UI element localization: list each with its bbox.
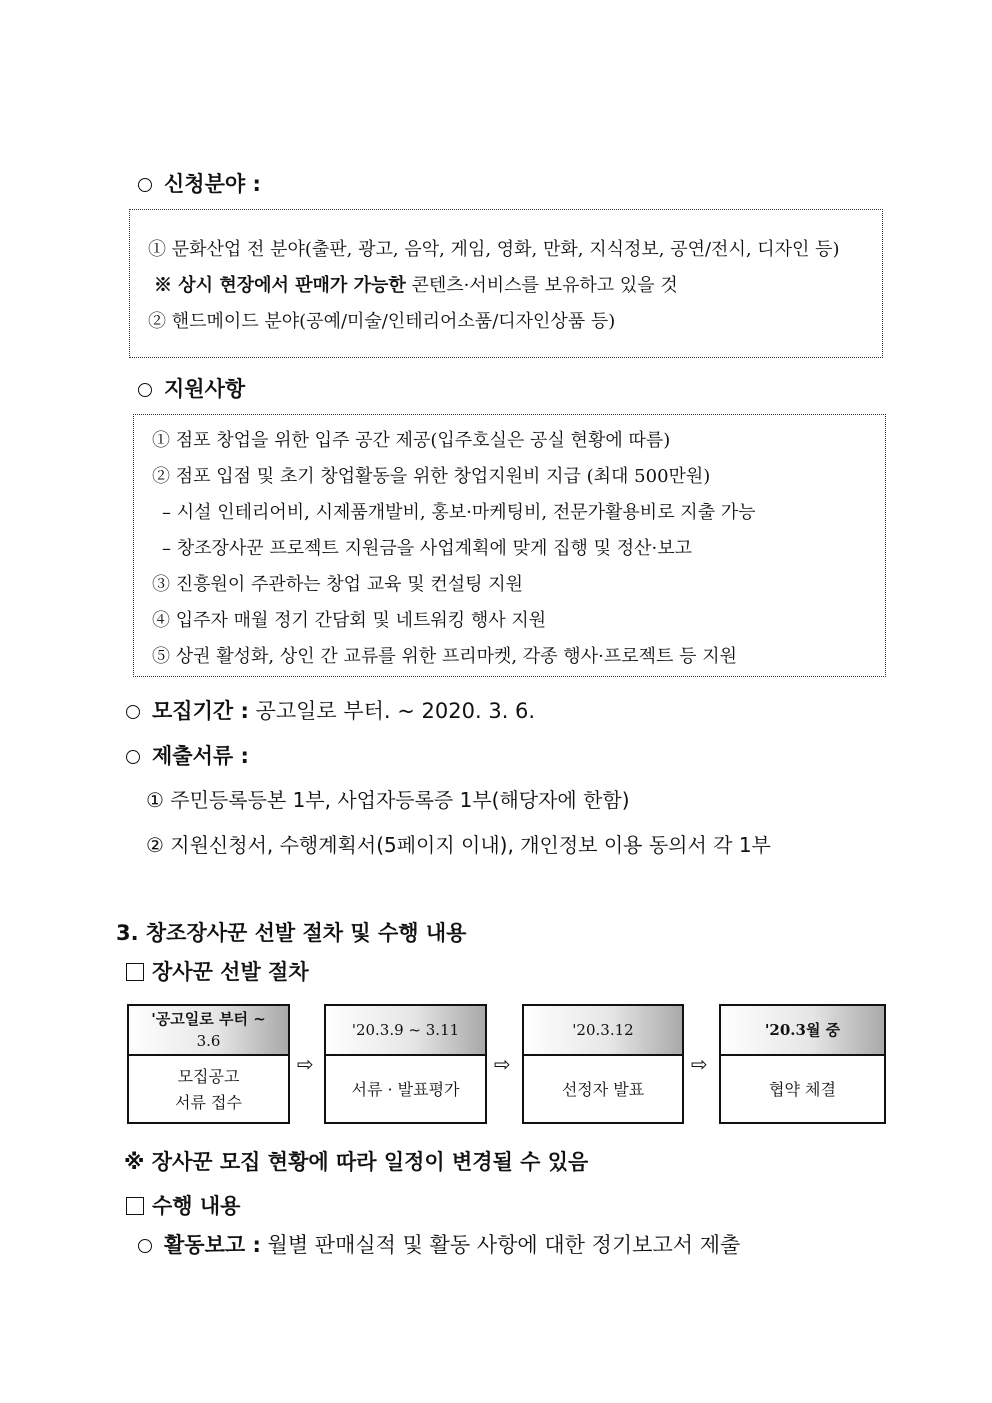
checkbox-square-icon	[126, 963, 144, 981]
apply-field-item-1: ① 문화산업 전 분야(출판, 광고, 음악, 게임, 영화, 만화, 지식정보, 공연/전시, 디자인 등)	[148, 239, 840, 260]
support-heading: 지원사항	[138, 373, 245, 403]
flow-step-label: 선정자 발표	[561, 1080, 645, 1099]
flow-step-label: 모집공고 서류 접수	[175, 1067, 242, 1112]
support-item-4: ④ 입주자 매월 정기 간담회 및 네트워킹 행사 지원	[152, 610, 547, 631]
apply-field-note: ※ 상시 현장에서 판매가 가능한 콘텐츠·서비스를 보유하고 있을 것	[154, 275, 678, 296]
docs-heading: 제출서류 :	[126, 740, 249, 770]
flow-step-label: 서류 · 발표평가	[351, 1080, 460, 1099]
right-arrow-icon: ⇨	[297, 1052, 314, 1076]
support-item-1: ① 점포 창업을 위한 입주 공간 제공(입주호실은 공실 현황에 따름)	[152, 430, 671, 451]
docs-item-1: ① 주민등록등본 1부, 사업자등록증 1부(해당자에 한함)	[146, 788, 630, 812]
selection-process-heading: 장사꾼 선발 절차	[126, 956, 309, 986]
flow-step-4	[719, 1004, 886, 1124]
flow-step-2	[324, 1004, 487, 1124]
flow-step-date: '20.3.9 ~ 3.11	[326, 1006, 485, 1056]
support-item-3: ③ 진흥원이 주관하는 창업 교육 및 컨설팅 지원	[152, 574, 524, 595]
flow-step-3	[522, 1004, 684, 1124]
circle-bullet-icon	[138, 1239, 152, 1253]
right-arrow-icon: ⇨	[494, 1052, 511, 1076]
docs-item-2: ② 지원신청서, 수행계획서(5페이지 이내), 개인정보 이용 동의서 각 1부	[146, 833, 771, 857]
support-subitem-2: – 창조장사꾼 프로젝트 지원금을 사업계획에 맞게 집행 및 정산·보고	[162, 538, 692, 559]
support-box	[133, 414, 886, 677]
apply-field-box	[129, 209, 883, 358]
section3-title: 3. 창조장사꾼 선발 절차 및 수행 내용	[116, 921, 467, 945]
activity-report-line: 활동보고 : 월별 판매실적 및 활동 사항에 대한 정기보고서 제출	[138, 1229, 740, 1259]
flow-step-date: '20.3월 중	[721, 1006, 884, 1056]
period-line: 모집기간 : 공고일로 부터. ~ 2020. 3. 6.	[126, 695, 535, 725]
flow-step-date: '20.3.12	[524, 1006, 682, 1056]
schedule-change-note: ※ 장사꾼 모집 현황에 따라 일정이 변경될 수 있음	[124, 1150, 589, 1174]
checkbox-square-icon	[126, 1197, 144, 1215]
support-subitem-1: – 시설 인테리어비, 시제품개발비, 홍보·마케팅비, 전문가활용비로 지출 가능	[162, 502, 756, 523]
circle-bullet-icon	[126, 705, 140, 719]
flow-step-1	[127, 1004, 290, 1124]
circle-bullet-icon	[138, 178, 152, 192]
support-item-2: ② 점포 입점 및 초기 창업활동을 위한 창업지원비 지급 (최대 500만원)	[152, 466, 711, 487]
support-item-5: ⑤ 상권 활성화, 상인 간 교류를 위한 프리마켓, 각종 행사·프로젝트 등 지원	[152, 646, 737, 667]
flow-step-label: 협약 체결	[769, 1080, 836, 1099]
apply-field-item-2: ② 핸드메이드 분야(공예/미술/인테리어소품/디자인상품 등)	[148, 311, 616, 332]
right-arrow-icon: ⇨	[691, 1052, 708, 1076]
circle-bullet-icon	[138, 383, 152, 397]
execution-heading: 수행 내용	[126, 1190, 240, 1220]
circle-bullet-icon	[126, 750, 140, 764]
flow-step-date: '공고일로 부터 ~ 3.6	[129, 1006, 288, 1056]
apply-field-heading: 신청분야 :	[138, 168, 261, 198]
